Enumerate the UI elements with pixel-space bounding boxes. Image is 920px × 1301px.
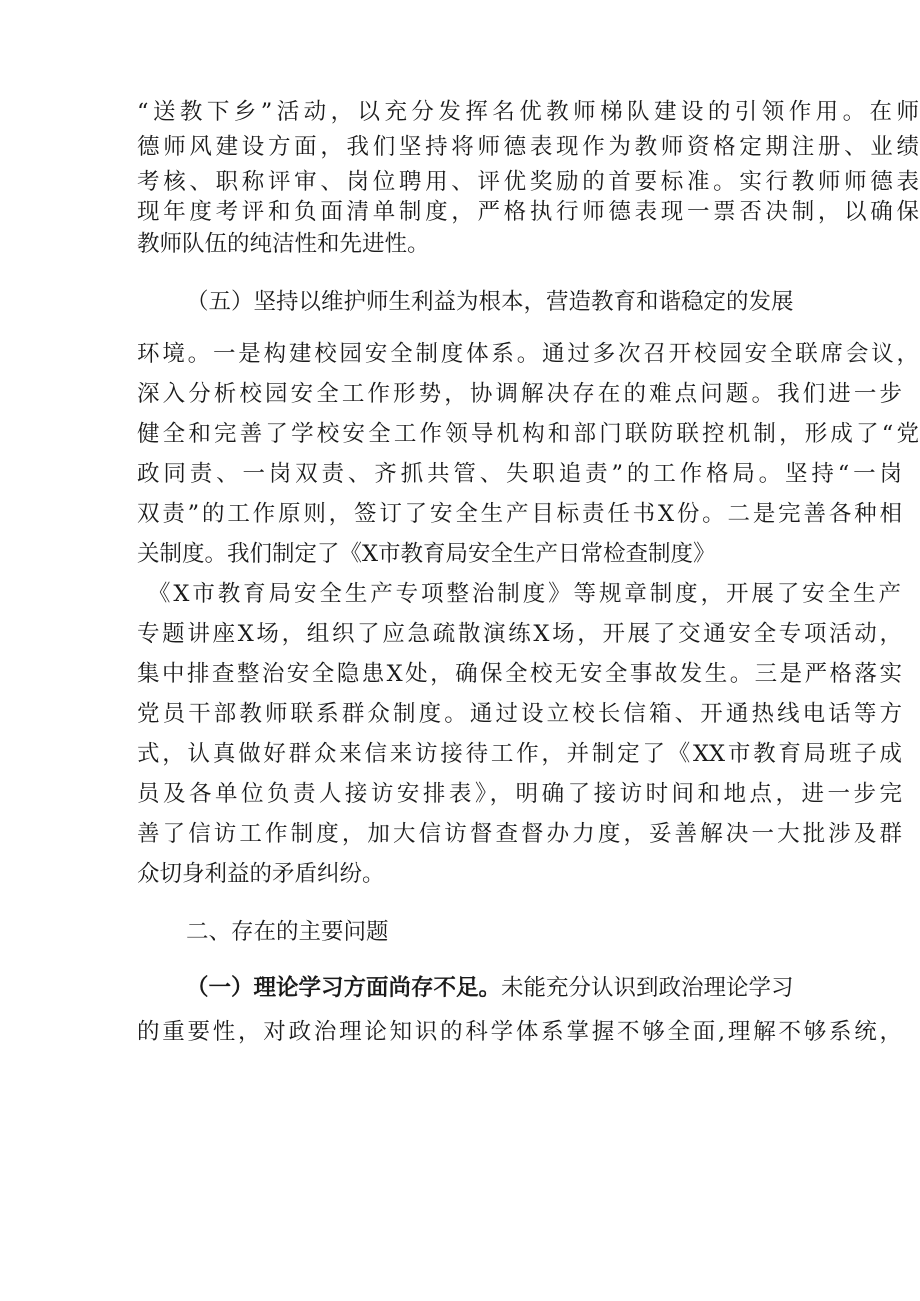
text-line: 双责”的工作原则，签订了安全生产目标责任书X份。二是完善各种相 xyxy=(137,501,902,527)
text-line: 考核、职称评审、岗位聘用、评优奖励的首要标准。实行教师师德表 xyxy=(137,169,919,195)
text-line: 式，认真做好群众来信来访接待工作，并制定了《XX市教育局班子成 xyxy=(137,741,902,767)
text-line: 的重要性，对政治理论知识的科学体系掌握不够全面,理解不够系统， xyxy=(137,1019,902,1045)
text-line: 善了信访工作制度，加大信访督查督办力度，妥善解决一大批涉及群 xyxy=(137,821,902,847)
text-line: 教师队伍的纯洁性和先进性。 xyxy=(137,231,430,257)
text-line: 德师风建设方面，我们坚持将师德表现作为教师资格定期注册、业绩 xyxy=(137,134,919,160)
text-line: 现年度考评和负面清单制度，严格执行师德表现一票否决制，以确保 xyxy=(137,199,919,225)
text-line: 关制度。我们制定了《X市教育局安全生产日常检查制度》 xyxy=(137,541,716,567)
text-line: “送教下乡”活动，以充分发挥名优教师梯队建设的引领作用。在师 xyxy=(137,99,919,125)
text-line: 专题讲座X场，组织了应急疏散演练X场，开展了交通安全专项活动， xyxy=(137,621,902,647)
text-line: 环境。一是构建校园安全制度体系。通过多次召开校园安全联席会议， xyxy=(137,341,919,367)
text-line: 《X市教育局安全生产专项整治制度》等规章制度，开展了安全生产 xyxy=(148,581,901,607)
text-line: 党员干部教师联系群众制度。通过设立校长信箱、开通热线电话等方 xyxy=(137,701,902,727)
text-line: 政同责、一岗双责、齐抓共管、失职追责”的工作格局。坚持“一岗 xyxy=(137,461,902,487)
text-line: 集中排查整治安全隐患X处，确保全校无安全事故发生。三是严格落实 xyxy=(137,661,902,687)
text-line xyxy=(186,975,794,1001)
bold-lead: （一）理论学习方面尚存不足。 xyxy=(186,975,502,1001)
text-line: 健全和完善了学校安全工作领导机构和部门联防联控机制，形成了“党 xyxy=(137,421,919,447)
text-line: 众切身利益的矛盾纠纷。 xyxy=(137,861,385,887)
heading-text: 二、存在的主要问题 xyxy=(186,919,389,945)
lead-rest: 未能充分认识到政治理论学习 xyxy=(501,975,794,1001)
text-line: （五）坚持以维护师生利益为根本，营造教育和谐稳定的发展 xyxy=(186,289,794,315)
text-line: 员及各单位负责人接访安排表》，明确了接访时间和地点，进一步完 xyxy=(137,781,902,807)
text-line: 深入分析校园安全工作形势，协调解决存在的难点问题。我们进一步 xyxy=(137,381,902,407)
